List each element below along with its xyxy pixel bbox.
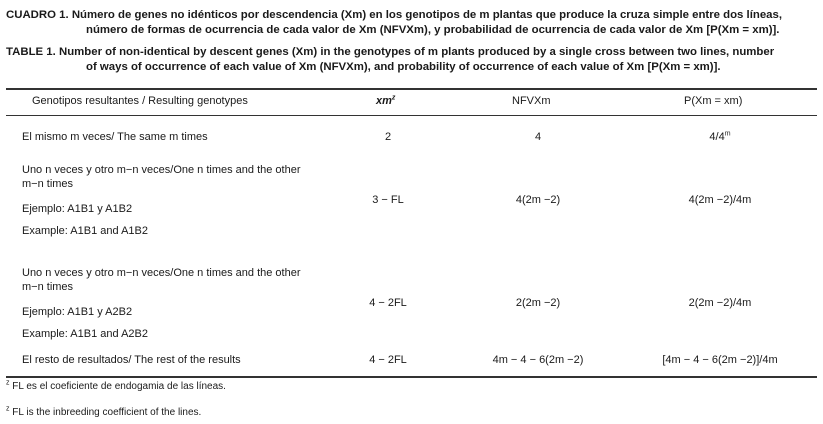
row1-prob-exp: m (724, 130, 731, 138)
row3-nfvxm: 2(2m −2) (515, 297, 561, 309)
footnote-english (6, 406, 201, 419)
row4-xm: 4 − 2FL (369, 354, 407, 366)
row2-genotype: Uno n veces y otro m−n veces/One n times and the other m−n times (22, 164, 301, 190)
row3-xm: 4 − 2FL (369, 297, 407, 309)
caption-line2-es: número de formas de ocurrencia de cada valor de Xm (NFVXm), y probabilidad de ocurrencia de cada valor de Xm [P(Xm = xm)]. (86, 24, 780, 36)
header-genotypes: Genotipos resultantes / Resulting genotypes (32, 95, 248, 107)
header-xm-footnote-mark: z (391, 94, 396, 102)
table-caption-english (6, 45, 815, 75)
row2-nfvxm: 4(2m −2) (515, 194, 561, 206)
caption-line1-en: Number of non-identical by descent genes (Xm) in the genotypes of m plants produced by a single cross between two lines, number (55, 46, 775, 58)
row1-prob-base: 4/4 (709, 131, 725, 143)
footnote-text-es: FL es el coeficiente de endogamia de las líneas. (12, 381, 226, 392)
row3-genotype: Uno n veces y otro m−n veces/One n times and the other m−n times (22, 267, 301, 293)
row1-nfvxm: 4 (534, 131, 542, 143)
row2-ejemplo: Ejemplo: A1B1 y A1B2 (22, 203, 133, 215)
header-xm-text: xm (376, 95, 392, 107)
header-xm (376, 94, 395, 108)
row4-nfvxm: 4m − 4 − 6(2m −2) (492, 354, 584, 366)
row2-probability: 4(2m −2)/4m (688, 194, 752, 206)
row3-example: Example: A1B1 and A2B2 (22, 328, 148, 340)
header-nfvxm: NFVXm (512, 95, 551, 107)
footnote-mark-en: z (6, 405, 10, 413)
footnote-mark-es: z (6, 379, 10, 387)
caption-label-en: TABLE 1. (6, 46, 56, 58)
caption-label-es: CUADRO 1. (6, 9, 69, 21)
table-header-rule (6, 115, 817, 116)
header-probability: P(Xm = xm) (684, 95, 743, 107)
row3-ejemplo: Ejemplo: A1B1 y A2B2 (22, 306, 133, 318)
row4-probability: [4m − 4 − 6(2m −2)]/4m (662, 354, 778, 366)
footnote-spanish (6, 380, 226, 393)
row2-example: Example: A1B1 and A1B2 (22, 225, 148, 237)
table-caption-spanish (6, 8, 815, 38)
row1-genotype: El mismo m veces/ The same m times (22, 131, 208, 143)
row1-xm: 2 (384, 131, 392, 143)
row2-xm: 3 − FL (372, 194, 404, 206)
row1-probability (650, 130, 790, 144)
footnote-text-en: FL is the inbreeding coefficient of the lines. (12, 407, 202, 418)
table-bottom-rule (6, 376, 817, 378)
caption-line2-en: of ways of occurrence of each value of Xm (NFVXm), and probability of occurrence of each value of Xm [P(Xm = xm)]. (86, 61, 721, 73)
row3-probability: 2(2m −2)/4m (688, 297, 752, 309)
caption-line1-es: Número de genes no idénticos por descendencia (Xm) en los genotipos de m plantas que produce la cruza simple entre dos líneas, (68, 9, 783, 21)
row4-genotype: El resto de resultados/ The rest of the results (22, 354, 241, 366)
table-top-rule (6, 88, 817, 90)
